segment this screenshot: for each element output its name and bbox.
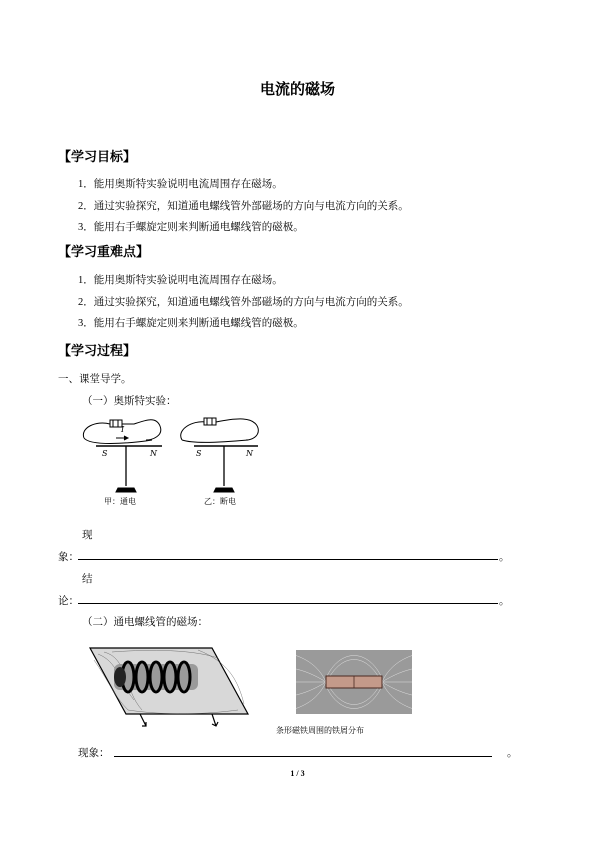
phenomenon-label-char2: 象： [58, 551, 79, 563]
section-heading-key-points: 【学习重难点】 [58, 245, 150, 260]
subsection-oersted: （一）奥斯特实验： [82, 395, 177, 407]
phenomenon-end-mark: 。 [499, 551, 510, 563]
key-point-text: 通过实验探究，知道通电螺线管外部磁场的方向与电流方向的关系。 [93, 296, 409, 308]
section-heading-goals: 【学习目标】 [58, 150, 137, 165]
conclusion-label-char2: 论： [58, 595, 79, 607]
phenomenon-answer-line[interactable] [78, 559, 498, 560]
pole-s-left: S [102, 449, 108, 458]
conclusion-end-mark: 。 [499, 595, 510, 607]
key-point-number: 2． [78, 297, 94, 308]
goal-item-text: 通过实验探究，知道通电螺线管外部磁场的方向与电流方向的关系。 [93, 200, 409, 212]
page-number: 1 / 3 [290, 769, 305, 778]
goal-item-1 [78, 176, 283, 191]
goal-item-number: 2． [78, 201, 94, 212]
pole-s-right: S [196, 449, 202, 458]
phenomenon2-label: 现象： [78, 747, 110, 759]
conclusion-label-char1: 结 [82, 573, 93, 585]
pole-n-right: N [246, 449, 253, 458]
iron-filings-caption: 条形磁铁周围的铁屑分布 [276, 726, 364, 735]
solenoid-figure [88, 640, 250, 736]
caption-powered: 甲：通电 [104, 497, 136, 506]
current-label: I [121, 425, 125, 434]
caption-unpowered: 乙：断电 [204, 497, 236, 506]
conclusion-answer-line[interactable] [78, 603, 498, 604]
part-heading: 一、课堂导学。 [58, 373, 132, 385]
iron-filings-figure [296, 650, 412, 714]
key-point-number: 1． [78, 275, 94, 286]
key-point-text: 能用右手螺旋定则来判断通电螺线管的磁极。 [93, 317, 304, 329]
phenomenon2-end-mark: 。 [507, 747, 518, 759]
key-point-text: 能用奥斯特实验说明电流周围存在磁场。 [93, 274, 283, 286]
pole-n-left: N [150, 449, 157, 458]
goal-item-text: 能用右手螺旋定则来判断通电螺线管的磁极。 [93, 221, 304, 233]
goal-item-number: 3． [78, 222, 94, 233]
subsection-solenoid: （二）通电螺线管的磁场： [82, 616, 208, 628]
section-heading-process: 【学习过程】 [58, 344, 137, 359]
key-point-item-2 [78, 294, 409, 309]
phenomenon-label-char1: 现 [82, 529, 93, 541]
phenomenon2-answer-line[interactable] [114, 756, 492, 757]
key-point-item-1 [78, 272, 283, 287]
key-point-number: 3． [78, 318, 94, 329]
key-point-item-3 [78, 315, 304, 330]
page-title: 电流的磁场 [259, 80, 335, 98]
oersted-experiment-figure [76, 410, 266, 506]
goal-item-3 [78, 219, 304, 234]
goal-item-number: 1． [78, 179, 94, 190]
goal-item-text: 能用奥斯特实验说明电流周围存在磁场。 [93, 178, 283, 190]
goal-item-2 [78, 198, 409, 213]
